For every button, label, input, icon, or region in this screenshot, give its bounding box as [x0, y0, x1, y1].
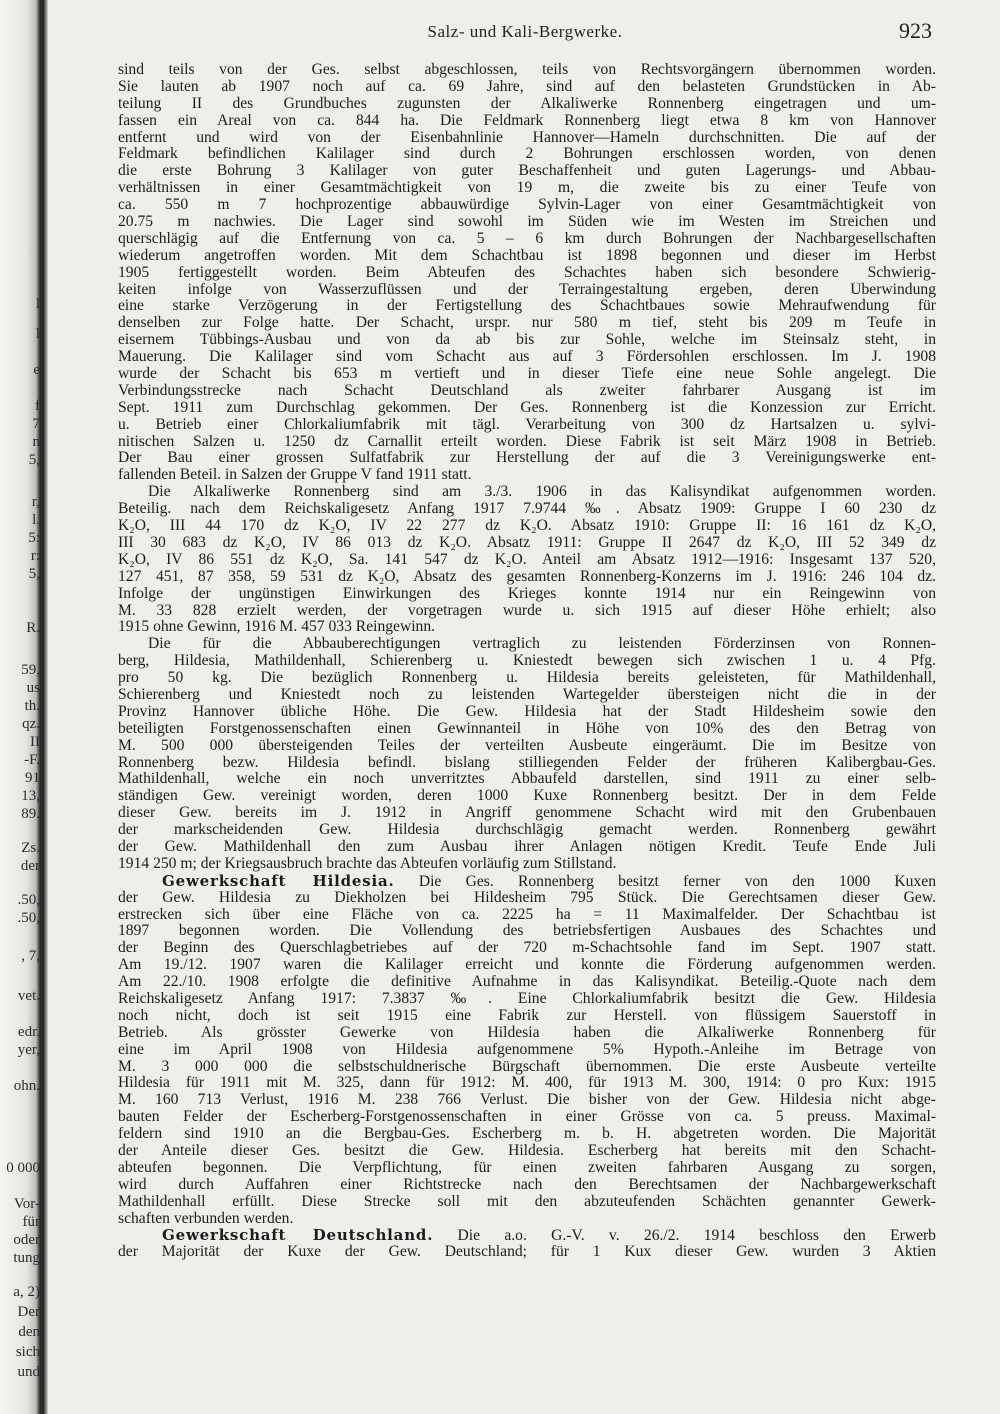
margin-fragment: -F.: [24, 752, 40, 768]
text-line: Betrieb. Als grösster Gewerke von Hildesia haben die Alkaliwerke Ronnenberg für: [118, 1024, 936, 1041]
text-line: u. Betrieb einer Chlorkaliumfabrik mit tägl. Verarbeitung von 300 dz Hartsalzen u. sylvi-: [118, 416, 936, 433]
text-line: erstrecken sich über eine Fläche von ca. 2225 ha = 11 Maximalfelder. Der Schachtbau ist: [118, 906, 936, 923]
text-line: Reichskaligesetz Anfang 1917: 7.3837 ‰. Eine Chlorkaliumfabrik besitzt die Gew. Hildesia: [118, 990, 936, 1007]
text-line: Provinz Hannover übliche Höhe. Die Gew. Hildesia hat der Stadt Hildesheim sowie den: [118, 703, 936, 720]
margin-fragment: 89.: [21, 806, 40, 822]
text-line: [118, 873, 936, 890]
text-line: Beteilig. nach dem Reichskaligesetz Anfang 1917 7.9744 ‰. Absatz 1909: Gruppe I 60 230 dz: [118, 501, 936, 518]
margin-fragment: für: [22, 1214, 40, 1230]
text-line: teilung II des Grundbuches zugunsten der Alkaliwerke Ronnenberg eingetragen und um-: [118, 95, 936, 112]
text-line: Am 19./12. 1907 waren die Kalilager erreicht und konnte die Förderung aufgenommen werden.: [118, 957, 936, 974]
text-line: keiten infolge von Wasserzuflüssen und der Terraingestaltung ergeben, deren Überwindung: [118, 281, 936, 298]
text-line: K₂O, IV 86 551 dz K₂O, Sa. 141 547 dz K₂O. Anteil am Absatz 1912—1916: Insgesamt 137 520,: [118, 551, 936, 568]
text-line: bauten Felder der Escherberg-Forstgenossenschaften in einer Grösse von ca. 5 preuss. Maximal-: [118, 1109, 936, 1126]
text-line: schaften verbunden werden.: [118, 1210, 294, 1227]
text-line: die erste Bohrung 3 Kalilager von guter Beschaffenheit und guten Lagerungs- und Abbau-: [118, 163, 936, 180]
text-line: fassen ein Areal von ca. 844 ha. Die Feldmark Ronnenberg liegt etwa 8 km von Hannover: [118, 112, 936, 129]
text-line: Sept. 1911 zum Durchschlag gekommen. Der Ges. Ronnenberg ist die Konzession zur Erricht.: [118, 399, 936, 416]
text-line: 20.75 m nachwies. Die Lager sind sowohl im Süden wie im Westen im Streichen und: [118, 214, 936, 231]
text-line: denselben zur Folge hatte. Der Schacht, urspr. nur 580 m tief, steht bis 209 m Teufe in: [118, 315, 936, 332]
text-line: Feldmark befindlichen Kalilager sind durch 2 Bohrungen erschlossen worden, von denen: [118, 146, 936, 163]
text-line: III 30 683 dz K₂O, IV 86 013 dz K₂O. Absatz 1911: Gruppe II 2647 dz K₂O, III 52 349 dz: [118, 534, 936, 551]
margin-fragment: 13,: [21, 788, 40, 804]
text-line: Sie lauten ab 1907 noch auf ca. 69 Jahre, sind auf den belasteten Grundstücken in Ab-: [118, 78, 936, 95]
text-line: berg, Hildesia, Mathildenhall, Schierenberg u. Kniestedt bewegen sich zwischen 1 u. 4 Pfg.: [118, 653, 936, 670]
margin-fragment: sich: [15, 1344, 40, 1360]
margin-fragment: der: [20, 858, 40, 874]
margin-fragment: tung: [13, 1250, 40, 1266]
text-line: querschlägig auf die Entfernung von ca. 5 – 6 km durch Bohrungen der Nachbargesellschaften: [118, 230, 936, 247]
margin-fragment: f: [35, 398, 40, 414]
text-line: entfernt und wird von der Eisenbahnlinie Hannover—Hameln durchschnitten. Die auf der: [118, 129, 936, 146]
text-line: dieser Gew. bereits im J. 1912 in Angriff genommene Schacht wird mit den Grubenbauen: [118, 805, 936, 822]
margin-fragment: edr.: [17, 1024, 40, 1040]
page-number: 923: [899, 18, 932, 43]
line-text: Die a.o. G.-V. v. 26./2. 1914 beschloss den Erwerb: [457, 1227, 936, 1245]
margin-fragment: th.: [24, 698, 40, 714]
text-line: M. 500 000 übersteigenden Teiles der verteilten Ausbeute eingeräumt. Die im Besitze von: [118, 737, 936, 754]
text-line: der Beginn des Querschlagbetriebes auf der 720 m-Schachtsohle fand im Sept. 1907 statt.: [118, 940, 936, 957]
text-line: M. 33 828 erzielt werden, der vorgetragen wurde u. sich 1915 auf dieser Höhe erhielt; also: [118, 602, 936, 619]
margin-fragment: ohn.: [13, 1078, 40, 1094]
page-header: [110, 18, 940, 48]
body-text: [118, 62, 936, 1261]
text-line: Mathildenhall, welche ein noch unverritztes Abbaufeld darstellen, sind 1911 zu einer selb-: [118, 771, 936, 788]
margin-fragment: II: [30, 734, 40, 750]
text-line: der Gew. Mathildenhall den zum Ausbau ihrer Anlagen nötigen Kredit. Teufe Ende Juli: [118, 838, 936, 855]
section-heading: Gewerkschaft Deutschland.: [162, 1227, 434, 1245]
text-line: Schierenberg und Kniestedt noch zu leistenden Wartegelder übersteigen nicht die in der: [118, 686, 936, 703]
text-line: verhältnissen in einer Gesamtmächtigkeit von 19 m, die zweite bis zu einer Teufe von: [118, 180, 936, 197]
previous-page-margin: [0, 0, 40, 1414]
text-line: 1915 ohne Gewinn, 1916 M. 457 033 Reingewinn.: [118, 619, 436, 636]
margin-fragment: n: [32, 434, 40, 450]
text-line: Ronnenberg bezw. Hildesia befindl. bislang stilliegenden Felder der früheren Kalibergbau-Ges.: [118, 754, 936, 771]
margin-fragment: a, 2): [13, 1284, 40, 1300]
margin-fragment: .50,: [17, 892, 40, 908]
text-line: M. 160 713 Verlust, 1916 M. 238 766 Verlust. Die bisher von der Gew. Hildesia nicht abge-: [118, 1092, 936, 1109]
text-line: wiederum angetroffen worden. Mit dem Schachtbau ist 1898 begonnen und dieser im Herbst: [118, 247, 936, 264]
margin-fragment: yer,: [17, 1042, 40, 1058]
running-title: Salz- und Kali-Bergwerke.: [427, 22, 623, 41]
margin-fragment: 5:: [28, 530, 40, 546]
margin-fragment: l: [35, 296, 40, 312]
margin-fragment: und: [17, 1364, 40, 1380]
text-line: pro 50 kg. Die bezüglich Ronnenberg u. Hildesia bereits geleisteten, für Mathildenhall,: [118, 670, 936, 687]
margin-fragment: , 7,: [21, 948, 40, 964]
text-line: der markscheidenden Gew. Hildesia durchschlägig gemacht werden. Ronnenberg gewährt: [118, 822, 936, 839]
margin-fragment: l: [35, 326, 40, 342]
binding-edge: [40, 0, 44, 1414]
text-line: eine im April 1908 von Hildesia aufgenommene 5% Hypoth.-Anleihe im Betrage von: [118, 1041, 936, 1058]
margin-fragment: 91: [25, 770, 40, 786]
text-line: wird durch Auffahren einer Richtstrecke nach den Berechtsamen der Nachbargewerkschaft: [118, 1176, 936, 1193]
text-line: Infolge der ungünstigen Einwirkungen des Krieges konnte 1914 nur ein Reingewinn von: [118, 585, 936, 602]
margin-fragment: l.: [32, 512, 40, 528]
margin-fragment: qz.: [22, 716, 40, 732]
text-line: fallenden Beteil. in Salzen der Gruppe V fand 1911 statt.: [118, 467, 472, 484]
text-line: ca. 550 m 7 hochprozentige abbauwürdige Sylvin-Lager von einer Gesamtmächtigkeit von: [118, 197, 936, 214]
text-line: Die Alkaliwerke Ronnenberg sind am 3./3. 1906 in das Kalisyndikat aufgenommen worden.: [148, 484, 936, 501]
text-line: eisernem Tübbings-Ausbau und von da ab bis zur Sohle, welche im Steinsalz steht, in: [118, 332, 936, 349]
text-line: noch nicht, doch ist seit 1915 eine Fabrik zur Herstell. von flüssigem Sauerstoff in: [118, 1007, 936, 1024]
text-line: Hildesia für 1911 mit M. 325, dann für 1912: M. 400, für 1913 M. 300, 1914: 0 pro Kux: 1915: [118, 1075, 936, 1092]
margin-fragment: 7: [32, 416, 40, 432]
text-line: K₂O, III 44 170 dz K₂O, IV 22 277 dz K₂O. Absatz 1910: Gruppe II: 16 161 dz K₂O,: [118, 518, 936, 535]
text-line: Die für die Abbauberechtigungen vertraglich zu leistenden Förderzinsen von Ronnen-: [148, 636, 936, 653]
text-line: ständigen Gew. vereinigt worden, deren 1000 Kuxe Ronnenberg besitzt. Der in dem Felde: [118, 788, 936, 805]
margin-fragment: .50,: [17, 910, 40, 926]
margin-fragment: us: [26, 680, 40, 696]
margin-fragment: 5,: [28, 452, 40, 468]
margin-fragment: r,: [31, 494, 40, 510]
text-line: beteiligten Forstgenossenschaften einen Gewinnanteil in Höhe von 10% des den Betrag von: [118, 720, 936, 737]
margin-fragment: den: [18, 1324, 40, 1340]
text-line: sind teils von der Ges. selbst abgeschlossen, teils von Rechtsvorgängern übernommen worden.: [118, 62, 936, 78]
text-line: eine starke Verzögerung in der Fertigstellung des Schachtbaues sowie Mehraufwendung für: [118, 298, 936, 315]
text-line: abteufen begonnen. Die Verpflichtung, für einen zweiten fahrbaren Ausgang zu sorgen,: [118, 1159, 936, 1176]
text-line: der Majorität der Kuxe der Gew. Deutschland; für 1 Kux dieser Gew. wurden 3 Aktien: [118, 1244, 936, 1261]
text-line: Verbindungsstrecke nach Schacht Deutschland als zweiter fahrbarer Ausgang ist im: [118, 382, 936, 399]
margin-fragment: 0 000: [6, 1160, 40, 1176]
text-line: der Anteile dieser Ges. besitzt die Gew. Hildesia. Escherberg hat bereits mit den Schacht-: [118, 1143, 936, 1159]
margin-fragment: oder: [13, 1232, 40, 1248]
margin-fragment: 59,: [21, 662, 40, 678]
line-text: Die Ges. Ronnenberg besitzt ferner von den 1000 Kuxen: [418, 872, 936, 890]
section-heading: Gewerkschaft Hildesia.: [162, 872, 395, 890]
margin-fragment: Zs.: [21, 840, 40, 856]
text-line: [118, 1227, 936, 1244]
text-line: 127 451, 87 358, 59 531 dz K₂O, Absatz des gesamten Ronnenberg-Konzerns im J. 1916: 246 104 dz.: [118, 568, 936, 585]
margin-fragment: vet.: [17, 988, 40, 1004]
text-line: Mathildenhall erfüllt. Diese Strecke soll mit den abzuteufenden Schächten genannter Gewerk-: [118, 1193, 936, 1210]
margin-fragment: Vor-: [13, 1196, 40, 1212]
text-line: nitischen Salzen u. 1250 dz Carnallit erteilt worden. Diese Fabrik ist seit März 1908 in Betrieb.: [118, 433, 936, 450]
text-line: Am 22./10. 1908 erfolgte die definitive Aufnahme in das Kalisyndikat. Beteilig.-Quote nach dem: [118, 974, 936, 991]
margin-fragment: R.: [26, 620, 40, 636]
text-line: feldern sind 1910 an die Bergbau-Ges. Escherberg m. b. H. abgetreten worden. Die Majorität: [118, 1126, 936, 1143]
text-line: 1914 250 m; der Kriegsausbruch brachte das Abteufen vorläufig zum Stillstand.: [118, 855, 617, 872]
text-line: Mauerung. Die Kalilager sind vom Schacht aus auf 3 Fördersohlen erschlossen. Im J. 1908: [118, 349, 936, 366]
text-line: wurde der Schacht bis 653 m vertieft und in dieser Tiefe eine neue Sohle angelegt. Die: [118, 366, 936, 383]
text-line: 1897 begonnen worden. Die Vollendung des betriebsfertigen Ausbaues des Schachtes und: [118, 923, 936, 940]
margin-fragment: Der: [17, 1304, 40, 1320]
text-line: 1905 fertiggestellt worden. Beim Abteufen des Schachtes haben sich besondere Schwierig-: [118, 264, 936, 281]
text-line: M. 3 000 000 die selbstschuldnerische Bürgschaft übernommen. Die erste Ausbeute verteilte: [118, 1058, 936, 1075]
text-line: Der Bau einer grossen Sulfatfabrik zur Herstellung der auf die 3 Vereinigungswerke ent-: [118, 450, 936, 467]
text-line: der Gew. Hildesia zu Diekholzen bei Hildesheim 795 Stück. Die Gerechtsamen dieser Gew.: [118, 889, 936, 906]
margin-fragment: 5,: [28, 566, 40, 582]
margin-fragment: e: [33, 362, 40, 378]
margin-fragment: r:: [30, 548, 40, 564]
